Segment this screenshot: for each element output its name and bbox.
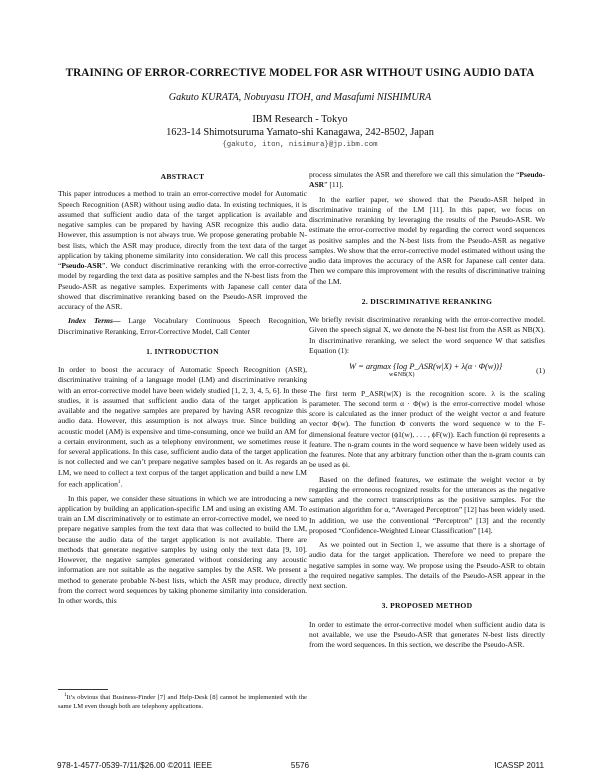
left-column bbox=[58, 172, 307, 606]
section-3-paragraph-1: In order to estimate the error-corrective model when sufficient audio data is not available, we use the Pseudo-ASR that generates N-best lists directly from the word sequences. In this section, we describe the Pseudo-ASR. bbox=[309, 619, 545, 649]
section-2-paragraph-3: Based on the defined features, we estimate the weight vector α by regarding the erroneous recognized results for the utterances as the negative samples and the correct transcriptions as the positive samples. For the estimation algorithm for α, “Averaged Perceptron” [12] has been widely used. In addition, we use the conventional “Perceptron” [13] and the recently proposed “Confidence-Weighted Linear Classification” [14]. bbox=[309, 474, 545, 535]
intro-paragraph-2: In this paper, we consider these situations in which we are introducing a new application by building an application-specific LM and using an existing AM. To train an LM discriminatively or to estimate an error-corrective model, we need to prepare negative samples from the text data that was collected to build the LM, because the audio data of the target application is not available. There are methods that generate negative samples by using only the text data [9, 10]. However, the negative samples generated without considering any acoustic information are not suitable as the negative samples by the ASR. We present a method to generate probable N-best lists, which the ASR may produce, directly from the correct word sequences by taking phoneme similarity into consideration. In other words, this bbox=[58, 493, 307, 606]
equation-1-body bbox=[309, 362, 502, 381]
intro-paragraph-1-text: In order to boost the accuracy of Automatic Speech Recognition (ASR), discriminative training of a language model (LM) and discriminative reranking with an error-corrective model have been widely studied [1, 2, 3, 4, 5, 6]. In these studies, it is assumed that sufficient audio data of the target application is available and the negative samples are prepared by having ASR recognize this audio data. However, this assumption is not always true. Since building an acoustic model (AM) is expensive and time-consuming, once we build an AM for a certain environment, such as a telephony environment, we sometimes reuse it for several applications. In this case, sufficient audio data of the target application is not collected and we can’t prepare negative samples based on it. As regards an LM, we need to collect a text corpus of the target application and build a new LM for each application bbox=[58, 365, 307, 489]
intro-paragraph-1 bbox=[58, 365, 307, 490]
intro-paragraph-1-end: . bbox=[120, 479, 123, 489]
author-list: Gakuto KURATA, Nobuyasu ITOH, and Masafumi NISHIMURA bbox=[168, 92, 432, 103]
footnote-ref: 1 bbox=[117, 479, 121, 485]
footer-isbn: 978-1-4577-0539-7/11/$26.00 ©2011 IEEE bbox=[57, 761, 213, 770]
section-2-paragraph-2: The first term P_ASR(w|X) is the recognition score. λ is the scaling parameter. The second term α · Φ(w) is the error-corrective model whose score is calculated as the inner product of the weight vector α and feature vector Φ(w). The function Φ converts the word sequence w to the F-dimensional feature vector (ϕ1(w), . . . , ϕF(w)). Each function ϕi represents a feature. The n-gram counts in the word sequence w have been widely used as the features. Note that any arbitrary function other than the n-gram counts can be used as ϕi. bbox=[309, 388, 545, 470]
section-1-heading: 1. INTRODUCTION bbox=[146, 346, 219, 356]
right-p0-text-c: ” [11]. bbox=[324, 180, 344, 190]
equation-1-number: (1) bbox=[536, 366, 545, 376]
footnote-text: It’s obvious that Business-Finder [7] and Help-Desk [8] cannot be implemented with the same LM even though both are telephony applications. bbox=[58, 694, 307, 710]
affiliation-institution: IBM Research - Tokyo bbox=[252, 114, 348, 125]
equation-1-subscript: w∈NB(X) bbox=[389, 372, 415, 379]
equation-1-main: W = argmax {log P_ASR(w|X) + λ(α · Φ(w))} bbox=[349, 362, 503, 371]
index-terms-text: Large Vocabulary Continuous Speech Recognition, Discriminative Reranking, Error-Corrective Model, Call Center bbox=[58, 316, 307, 336]
equation-1 bbox=[309, 362, 545, 381]
index-terms bbox=[58, 316, 307, 337]
footer-page-number: 5576 bbox=[290, 761, 310, 770]
abstract-text-part-1: This paper introduces a method to train an error-corrective model for Automatic Speech Recognition (ASR) without using audio data. In existing techniques, it is assumed that sufficient audio data of the target application is available and negative samples can be prepared by having ASR recognize this audio data. However, this assumption is not always true. We propose generating probable N-best lists, which the ASR may produce, directly from the text data of the target application by taking phoneme similarity into consideration. We call this process “ bbox=[58, 189, 307, 270]
right-p0-text-a: process simulates the ASR and therefore we call this simulation the “ bbox=[309, 170, 520, 179]
footnote-mark: 1 bbox=[64, 693, 67, 698]
footnote-rule bbox=[58, 689, 108, 690]
right-paragraph-0 bbox=[309, 170, 545, 191]
right-paragraph-1: In the earlier paper, we showed that the Pseudo-ASR helped in discriminative training of the LM [11]. In this paper, we focus on discriminative reranking by leveraging the results of the Pseudo-ASR. We estimate the error-corrective model by regarding the correct word sequences as positive samples and the N-best lists from the Pseudo-ASR as negative samples. We show that the error-corrective model estimated without using the audio data improves the accuracy of the ASR for Japanese call center data. Then we compare this improvement with the results of discriminative training of the LM. bbox=[309, 194, 545, 286]
section-3-heading: 3. PROPOSED METHOD bbox=[381, 601, 473, 611]
pseudo-asr-term: Pseudo-ASR bbox=[61, 261, 103, 270]
right-column bbox=[309, 170, 545, 650]
footer-conference: ICASSP 2011 bbox=[494, 761, 544, 770]
affiliation-address: 1623-14 Shimotsuruma Yamato-shi Kanagawa, 242-8502, Japan bbox=[166, 127, 434, 138]
abstract-heading: ABSTRACT bbox=[160, 172, 205, 181]
paper-title: TRAINING OF ERROR-CORRECTIVE MODEL FOR ASR WITHOUT USING AUDIO DATA bbox=[65, 67, 535, 79]
footnote bbox=[58, 692, 307, 711]
section-2-paragraph-4: As we pointed out in Section 1, we assume that there is a shortage of audio data for the target application. Therefore we need to prepare the negative samples in some way. We propose using the Pseudo-ASR to obtain the required negative samples. The details of the Pseudo-ASR appear in the next section. bbox=[309, 540, 545, 590]
author-emails: {gakuto, iton, nisimura}@jp.ibm.com bbox=[222, 141, 378, 149]
pseudo-asr-term-2: Pseudo-ASR bbox=[309, 170, 545, 190]
abstract-text-part-2: ”. We conduct discriminative reranking with the error-corrective model by regarding the text data as positive samples and the N-best lists from the Pseudo-ASR as negative samples. Experiments with Japanese call center data showed that discriminative reranking based on the Pseudo-ASR improved the accuracy of the ASR. bbox=[58, 261, 307, 311]
section-2-paragraph-1: We briefly revisit discriminative reranking with the error-corrective model. Given the speech signal X, we denote the N-best list from the ASR as NB(X). In discriminative reranking, we select the word sequence W that satisfies Equation (1): bbox=[309, 315, 545, 355]
index-terms-label: Index Terms— bbox=[68, 316, 121, 326]
section-2-heading: 2. DISCRIMINATIVE RERANKING bbox=[361, 296, 493, 306]
abstract-paragraph bbox=[58, 189, 307, 312]
